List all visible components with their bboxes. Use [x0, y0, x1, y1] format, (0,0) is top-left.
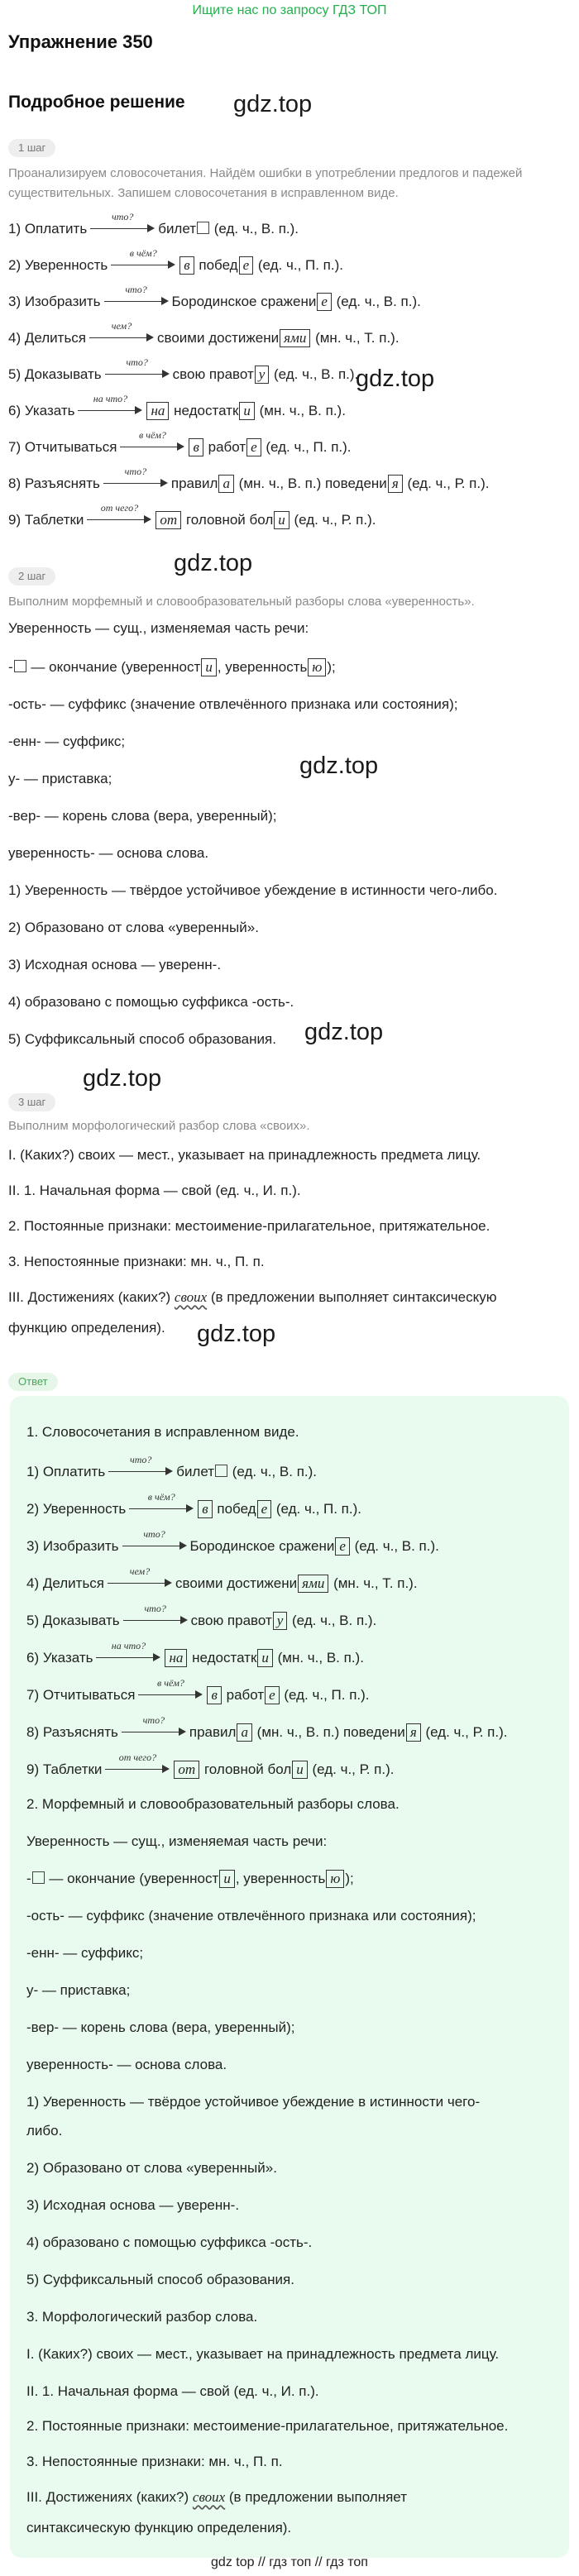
phrase-case: (мн. ч., В. п.).	[273, 1650, 364, 1666]
question-arrow	[111, 247, 175, 271]
arrow-head	[144, 515, 151, 523]
ending-text: , уверенность	[235, 1871, 326, 1886]
ending-box: е	[317, 293, 332, 311]
phrase-line	[26, 1528, 439, 1556]
phrase-case: (ед. ч., Р. п.).	[290, 512, 376, 528]
text-line: II. 1. Начальная форма — свой (ед. ч., И. п.).	[26, 2383, 319, 2399]
phrase-case: (ед. ч., Р. п.).	[403, 476, 490, 491]
phrase-line	[8, 320, 400, 348]
text-line: уверенность- — основа слова.	[26, 2057, 227, 2072]
phrase-case: (мн. ч., В. п.).	[255, 403, 346, 418]
text-line: 2) Образовано от слова «уверенный».	[26, 2160, 277, 2176]
question-arrow	[104, 284, 169, 308]
phrase-verb: 1) Оплатить	[8, 221, 88, 237]
phrase-case: (ед. ч., В. п.).	[270, 366, 359, 382]
arrow-head	[195, 1690, 203, 1699]
watermark: gdz.top	[197, 1321, 276, 1347]
watermark: gdz.top	[233, 91, 313, 117]
ending-text: );	[327, 659, 336, 675]
answer-block	[10, 1396, 569, 2558]
ending-box: и	[201, 658, 217, 676]
text-line: 2. Постоянные признаки: местоимение-прилагательное, притяжательное.	[26, 2418, 509, 2434]
phrase-noun: свою правот	[190, 1613, 272, 1628]
phrase-noun: Бородинское сражени	[189, 1538, 335, 1554]
underlined-word: своих	[192, 2489, 226, 2505]
phrase-case: (ед. ч., П. п.).	[254, 257, 343, 273]
phrase-mid: (мн. ч., В. п.) поведени	[234, 476, 387, 491]
question-label: что?	[124, 466, 147, 477]
phrase-noun: правил	[170, 476, 218, 491]
phrase-verb: 7) Отчитываться	[8, 439, 117, 455]
arrow-head	[162, 370, 170, 378]
preposition-box: в	[198, 1500, 212, 1518]
question-label: что?	[144, 1603, 166, 1614]
ending-box: ями	[280, 329, 310, 347]
arrow-shaft	[138, 1694, 198, 1695]
phrase-verb: 3) Изобразить	[8, 294, 101, 309]
text-line: Уверенность — сущ., изменяемая часть речи:	[26, 1833, 328, 1849]
question-arrow	[90, 211, 155, 235]
question-arrow	[105, 1752, 170, 1775]
ending-box: е	[246, 438, 261, 456]
preposition-box: на	[146, 402, 169, 420]
question-arrow	[122, 1528, 187, 1552]
phrase-verb: 7) Отчитываться	[26, 1687, 136, 1703]
arrow-head	[165, 1579, 172, 1587]
arrow-head	[153, 1653, 160, 1661]
phrase-verb: 6) Указать	[8, 403, 75, 418]
phrase-case: (ед. ч., В. п.).	[288, 1613, 377, 1628]
step-2-description: Выполним морфемный и словообразовательный разборы слова «уверенность».	[8, 595, 475, 609]
question-label: на что?	[93, 393, 128, 404]
question-arrow	[103, 466, 168, 490]
phrase-noun: головной бол	[203, 1761, 292, 1777]
phrase-case: (ед. ч., В. п.).	[332, 294, 421, 309]
watermark: gdz.top	[304, 1019, 384, 1045]
phrase-line	[26, 1565, 418, 1594]
phrase-line	[8, 247, 343, 275]
ending-box: у	[273, 1612, 288, 1630]
question-label: что?	[125, 284, 147, 295]
ending-box: е	[335, 1537, 350, 1556]
ending-box: е	[257, 1500, 272, 1518]
ending-box: у	[255, 366, 270, 384]
watermark: gdz.top	[356, 366, 435, 392]
arrow-head	[168, 260, 175, 269]
phrase-verb: 9) Таблетки	[26, 1761, 103, 1777]
morpho-text: (в предложении выполняет	[225, 2489, 407, 2505]
page-title: Упражнение 350	[8, 31, 153, 52]
arrow-shaft	[108, 1471, 168, 1472]
arrow-head	[146, 333, 154, 342]
phrase-case: (ед. ч., П. п.).	[261, 439, 352, 455]
text-line: 3. Непостоянные признаки: мн. ч., П. п.	[26, 2454, 283, 2469]
phrase-line	[8, 393, 346, 421]
phrase-line	[26, 1454, 318, 1482]
question-label: что?	[143, 1528, 165, 1540]
ending-text: — окончание (уверенност	[26, 659, 201, 675]
ending-box: ями	[298, 1575, 328, 1593]
text-line: 1) Уверенность — твёрдое устойчивое убеждение в истинности чего-	[26, 2094, 481, 2110]
question-label: на что?	[111, 1640, 146, 1651]
zero-ending-box	[32, 1871, 45, 1884]
phrase-noun: свою правот	[172, 366, 254, 382]
phrase-noun: Бородинское сражени	[171, 294, 317, 309]
preposition-box: в	[179, 256, 194, 275]
text-line: 3. Морфологический разбор слова.	[26, 2309, 258, 2325]
arrow-head	[186, 1504, 194, 1513]
phrase-line	[26, 1491, 361, 1519]
arrow-shaft	[89, 337, 149, 338]
step-1-pill: 1 шаг	[8, 139, 55, 157]
text-line: 2. Постоянные признаки: местоимение-прилагательное, притяжательное.	[8, 1218, 490, 1234]
phrase-verb: 3) Изобразить	[26, 1538, 119, 1554]
phrase-noun: работ	[208, 439, 246, 455]
phrase-line	[26, 1714, 508, 1742]
ending-text: — окончание (уверенност	[45, 1871, 219, 1886]
ending-box: е	[265, 1686, 280, 1704]
question-label: в чём?	[157, 1677, 184, 1689]
phrase-line	[8, 211, 299, 239]
phrase-case: (ед. ч., В. п.).	[228, 1464, 318, 1479]
question-arrow	[120, 429, 184, 453]
footer-links[interactable]: gdz top // гдз топ // гдз топ	[211, 2555, 368, 2569]
text-line: Уверенность — сущ., изменяемая часть речи:	[8, 620, 309, 636]
arrow-shaft	[123, 1620, 183, 1621]
phrase-line	[26, 1603, 377, 1631]
step-3-description: Выполним морфологический разбор слова «своих».	[8, 1119, 310, 1133]
ending-box: и	[257, 1649, 273, 1667]
arrow-head	[135, 406, 142, 414]
ending-box: ю	[326, 1870, 344, 1888]
question-label: чем?	[111, 320, 132, 332]
phrase-verb: 5) Доказывать	[26, 1613, 120, 1628]
phrase-case: (мн. ч., Т. п.).	[329, 1575, 418, 1591]
arrow-shaft	[78, 410, 137, 411]
phrase-case: (ед. ч., П. п.).	[272, 1501, 361, 1517]
ending-text: );	[345, 1871, 354, 1886]
phrase-verb: 8) Разъяснять	[8, 476, 100, 491]
question-label: в чём?	[129, 247, 157, 259]
ending-box: а	[237, 1723, 252, 1742]
question-label: от чего?	[100, 502, 139, 514]
arrow-head	[161, 297, 169, 305]
question-label: от чего?	[118, 1752, 157, 1763]
text-line: 3. Непостоянные признаки: мн. ч., П. п.	[8, 1254, 265, 1269]
preposition-box: от	[156, 511, 181, 529]
phrase-case: (ед. ч., Р. п.).	[308, 1761, 395, 1777]
phrase-mid: (мн. ч., В. п.) поведени	[252, 1724, 405, 1740]
text-line: у- — приставка;	[8, 771, 112, 786]
text-line: 5) Суффиксальный способ образования.	[8, 1031, 276, 1047]
phrase-case: (ед. ч., В. п.).	[350, 1538, 439, 1554]
text-line	[8, 1288, 496, 1307]
phrase-verb: 8) Разъяснять	[26, 1724, 118, 1740]
ending-box: и	[274, 511, 290, 529]
question-arrow	[96, 1640, 160, 1664]
step-3-pill: 3 шаг	[8, 1093, 55, 1111]
text-line: 3) Исходная основа — уверенн-.	[26, 2197, 240, 2213]
watermark: gdz.top	[299, 753, 379, 779]
phrase-case: (мн. ч., Т. п.).	[311, 330, 400, 346]
ending-text: , уверенность	[217, 659, 308, 675]
text-line: 5) Суффиксальный способ образования.	[26, 2272, 294, 2287]
step-1-description: Проанализируем словосочетания. Найдём ошибки в употреблении предлогов и падежей существительных. Запишем словосочетания в исправленном виде.	[8, 166, 523, 200]
question-arrow	[89, 320, 154, 344]
phrase-line	[26, 1640, 364, 1668]
phrase-line	[8, 466, 490, 494]
phrase-noun: билет	[176, 1464, 215, 1479]
ending-box: и	[239, 402, 255, 420]
arrow-shaft	[96, 1657, 156, 1658]
preposition-box: в	[189, 438, 203, 456]
question-arrow	[122, 1714, 186, 1738]
phrase-case: (ед. ч., Р. п.).	[421, 1724, 508, 1740]
phrase-line	[26, 1677, 370, 1705]
zero-ending-box	[215, 1465, 227, 1477]
text-line: уверенность- — основа слова.	[8, 845, 209, 861]
phrase-noun: недостатк	[192, 1650, 257, 1666]
text-line: -ость- — суффикс (значение отвлечённого признака или состояния);	[26, 1908, 476, 1924]
ending-box: е	[239, 256, 254, 275]
search-banner[interactable]: Ищите нас по запросу ГДЗ ТОП	[192, 3, 387, 17]
text-line: 2) Образовано от слова «уверенный».	[8, 920, 259, 935]
preposition-box: в	[207, 1686, 221, 1704]
phrase-noun: работ	[226, 1687, 265, 1703]
question-label: что?	[130, 1454, 152, 1465]
phrase-noun: билет	[158, 221, 197, 237]
phrase-line	[8, 429, 352, 457]
arrow-head	[147, 224, 155, 232]
phrase-verb: 2) Уверенность	[8, 257, 108, 273]
arrow-head	[180, 1616, 188, 1624]
text-line: у- — приставка;	[26, 1982, 131, 1998]
question-arrow	[108, 1565, 172, 1589]
phrase-verb: 6) Указать	[26, 1650, 93, 1666]
ending-box: я	[388, 475, 403, 493]
ending-box: ю	[308, 658, 326, 676]
phrase-noun: побед	[199, 257, 238, 273]
preposition-box: от	[174, 1761, 199, 1779]
phrase-noun: своими достижени	[157, 330, 280, 346]
text-line: 4) образовано с помощью суффикса -ость-.	[8, 994, 294, 1010]
arrow-shaft	[104, 301, 164, 302]
zero-ending-box	[14, 660, 26, 672]
arrow-head	[162, 1765, 170, 1773]
phrase-verb: 9) Таблетки	[8, 512, 84, 528]
phrase-noun: недостатк	[174, 403, 239, 418]
phrase-noun: побед	[217, 1501, 256, 1517]
question-arrow	[129, 1491, 194, 1515]
zero-ending-box	[197, 222, 209, 234]
arrow-head	[165, 1467, 173, 1475]
watermark: gdz.top	[83, 1065, 162, 1092]
text-line: функцию определения).	[8, 1320, 165, 1336]
answer-pill: Ответ	[8, 1373, 58, 1391]
ending-box: и	[219, 1870, 235, 1888]
phrase-verb: 4) Делиться	[8, 330, 87, 346]
text-line: -енн- — суффикс;	[8, 734, 126, 749]
phrase-verb: 2) Уверенность	[26, 1501, 127, 1517]
ending-line: - — окончание (уверенност и , уверенность ю );	[8, 659, 336, 675]
question-label: чем?	[129, 1565, 151, 1577]
preposition-box: на	[165, 1649, 187, 1667]
phrase-case: (ед. ч., В. п.).	[210, 221, 299, 237]
text-line	[26, 2488, 407, 2507]
arrow-head	[179, 1728, 186, 1736]
phrase-line	[8, 356, 359, 385]
question-arrow	[105, 356, 170, 380]
question-label: в чём?	[147, 1491, 175, 1503]
morpho-text: (в предложении выполняет синтаксическую	[207, 1289, 497, 1305]
question-arrow	[108, 1454, 173, 1478]
arrow-shaft	[90, 228, 150, 229]
phrase-case: (ед. ч., П. п.).	[280, 1687, 370, 1703]
text-line: -вер- — корень слова (вера, уверенный);	[26, 2019, 295, 2035]
phrase-verb: 4) Делиться	[26, 1575, 105, 1591]
question-arrow	[78, 393, 142, 417]
text-line: либо.	[26, 2123, 63, 2139]
morpho-text: III. Достижениях (каких?)	[26, 2489, 193, 2505]
step-2-pill: 2 шаг	[8, 567, 55, 585]
text-line: -енн- — суффикс;	[26, 1945, 144, 1961]
arrow-shaft	[129, 1508, 189, 1509]
morpho-text: III. Достижениях (каких?)	[8, 1289, 175, 1305]
text-line: 3) Исходная основа — уверенн-.	[8, 957, 222, 973]
phrase-noun: головной бол	[185, 512, 274, 528]
arrow-shaft	[105, 374, 165, 375]
arrow-head	[177, 442, 184, 451]
text-line: -вер- — корень слова (вера, уверенный);	[8, 808, 277, 824]
question-arrow	[138, 1677, 203, 1701]
solution-subtitle: Подробное решение	[8, 93, 185, 112]
phrase-line	[8, 284, 421, 312]
question-label: что?	[142, 1714, 165, 1726]
ending-line: - — окончание (уверенност и , уверенность ю );	[26, 1871, 354, 1886]
arrow-head	[160, 479, 168, 487]
text-line: I. (Каких?) своих — мест., указывает на принадлежность предмета лицу.	[26, 2346, 500, 2362]
text-line: -ость- — суффикс (значение отвлечённого признака или состояния);	[8, 696, 458, 712]
arrow-shaft	[105, 1769, 165, 1770]
arrow-head	[179, 1541, 187, 1550]
phrase-line	[26, 1752, 395, 1780]
arrow-shaft	[87, 519, 146, 520]
text-line: 4) образовано с помощью суффикса -ость-.	[26, 2234, 313, 2250]
text-line: II. 1. Начальная форма — свой (ед. ч., И. п.).	[8, 1183, 301, 1198]
question-arrow	[87, 502, 151, 526]
phrase-verb: 1) Оплатить	[26, 1464, 106, 1479]
ending-box: а	[218, 475, 234, 493]
text-line: I. (Каких?) своих — мест., указывает на принадлежность предмета лицу.	[8, 1147, 481, 1163]
phrase-verb: 5) Доказывать	[8, 366, 102, 382]
question-label: что?	[126, 356, 148, 368]
text-line: 1. Словосочетания в исправленном виде.	[26, 1424, 299, 1440]
arrow-shaft	[108, 1583, 167, 1584]
ending-box: я	[406, 1723, 421, 1742]
watermark: gdz.top	[174, 550, 253, 576]
phrase-noun: своими достижени	[175, 1575, 298, 1591]
ending-box: и	[292, 1761, 308, 1779]
question-arrow	[123, 1603, 188, 1627]
arrow-shaft	[103, 483, 163, 484]
question-label: в чём?	[139, 429, 166, 441]
text-line: 2. Морфемный и словообразовательный разборы слова.	[26, 1796, 400, 1812]
underlined-word: своих	[174, 1289, 208, 1305]
phrase-noun: правил	[189, 1724, 237, 1740]
text-line: синтаксическую функцию определения).	[26, 2520, 292, 2535]
phrase-line	[8, 502, 376, 530]
question-label: что?	[112, 211, 134, 222]
text-line: 1) Уверенность — твёрдое устойчивое убеждение в истинности чего-либо.	[8, 882, 498, 898]
